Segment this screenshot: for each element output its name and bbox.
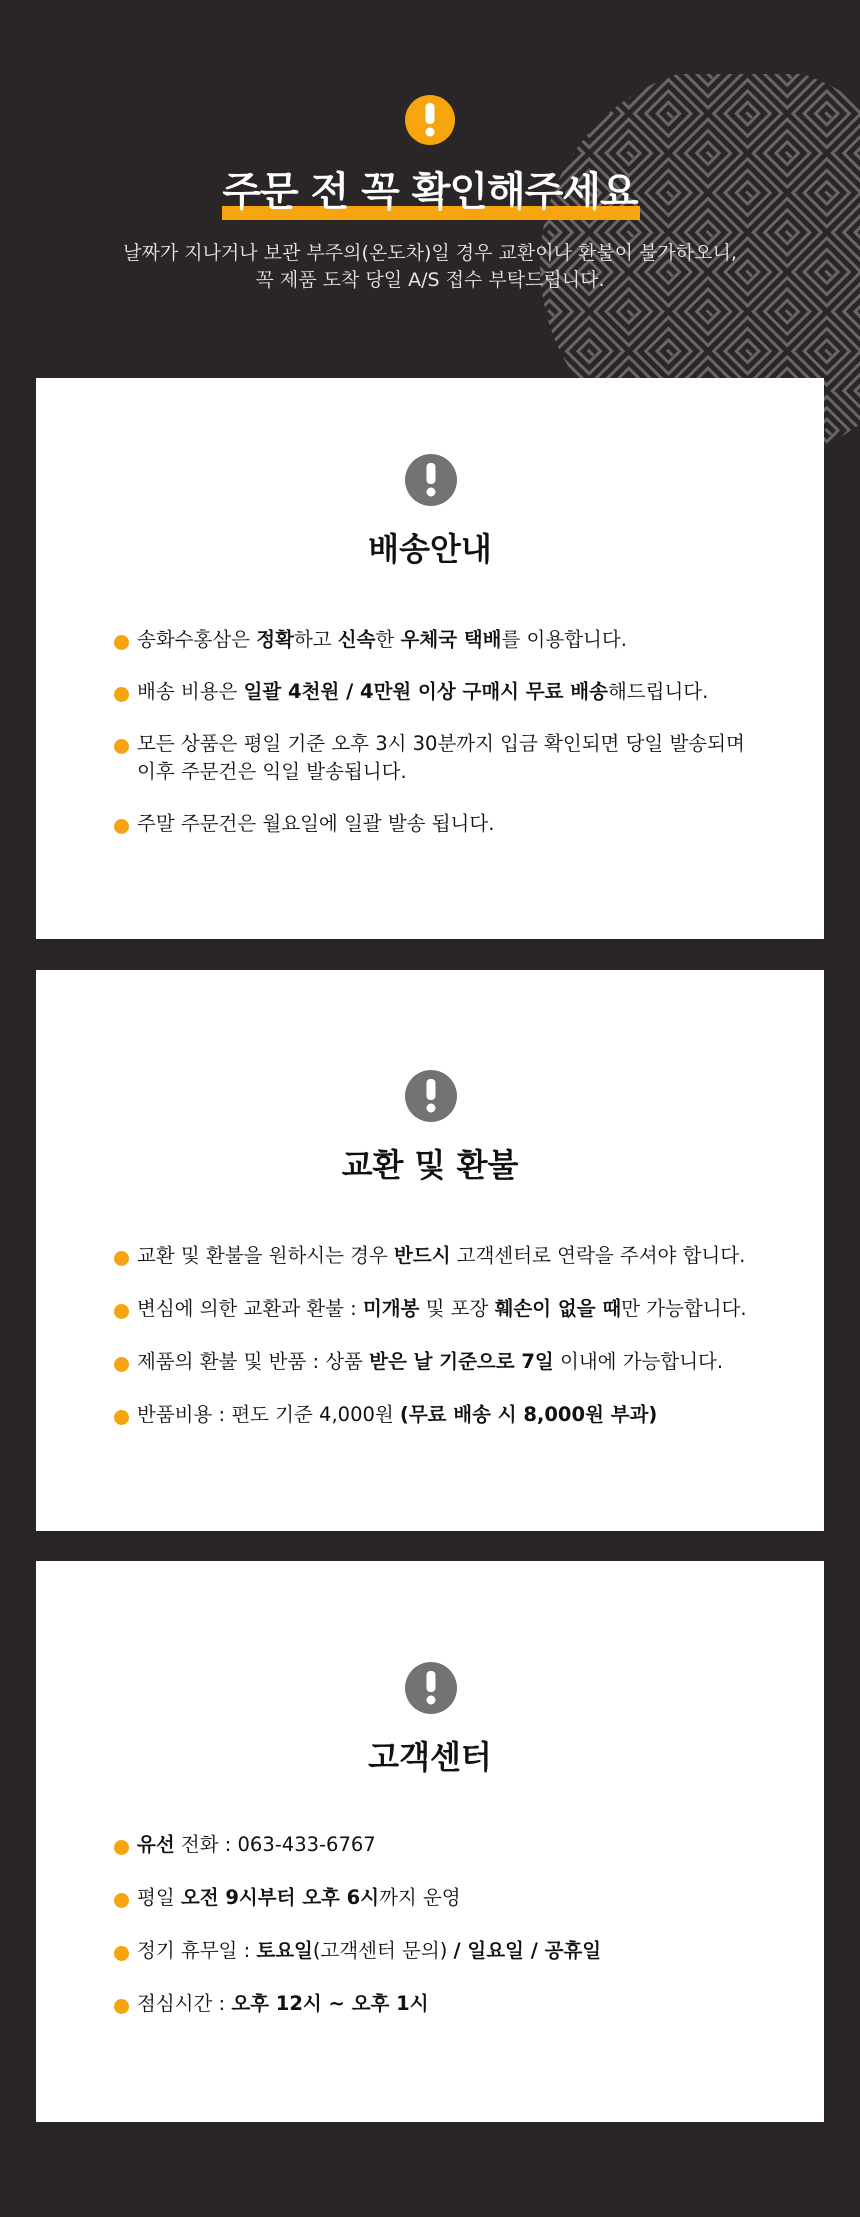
list-item: 송화수홍삼은 정확하고 신속한 우체국 택배를 이용합니다. xyxy=(114,626,745,654)
section-title: 교환 및 환불 xyxy=(341,1146,519,1184)
bullet-dot xyxy=(114,1999,129,2014)
bullet-dot xyxy=(114,819,129,834)
bullet-dot xyxy=(114,739,129,754)
list-item: 유선 전화 : 063-433-6767 xyxy=(114,1831,601,1859)
shipping-info-list xyxy=(114,626,745,838)
section-title: 고객센터 xyxy=(368,1738,492,1776)
bullet-dot xyxy=(114,1893,129,1908)
bullet-dot xyxy=(114,687,129,702)
notice-subtitle xyxy=(0,240,860,294)
list-item: 정기 휴무일 : 토요일(고객센터 문의) / 일요일 / 공휴일 xyxy=(114,1937,601,1965)
list-item: 주말 주문건은 월요일에 일괄 발송 됩니다. xyxy=(114,810,745,838)
list-item: 반품비용 : 편도 기준 4,000원 (무료 배송 시 8,000원 부과) xyxy=(114,1401,747,1429)
exclamation-icon xyxy=(405,454,457,506)
list-item: 점심시간 : 오후 12시 ~ 오후 1시 xyxy=(114,1990,601,2018)
subtitle-line: 날짜가 지나거나 보관 부주의(온도차)일 경우 교환이나 환불이 불가하오니, xyxy=(123,242,737,264)
bullet-dot xyxy=(114,635,129,650)
exclamation-icon xyxy=(405,95,455,145)
bullet-dot xyxy=(114,1410,129,1425)
exchange-refund-card xyxy=(36,970,824,1531)
refund-info-list xyxy=(114,1242,747,1429)
subtitle-line: 꼭 제품 도착 당일 A/S 접수 부탁드립니다. xyxy=(255,269,605,291)
section-title: 배송안내 xyxy=(368,530,492,568)
customer-center-list xyxy=(114,1831,601,2018)
shipping-info-card xyxy=(36,378,824,939)
list-item: 모든 상품은 평일 기준 오후 3시 30분까지 입금 확인되면 당일 발송되며 이후 주문건은 익일 발송됩니다. xyxy=(114,730,745,786)
page-title: 주문 전 꼭 확인해주세요 xyxy=(222,169,638,215)
bullet-dot xyxy=(114,1304,129,1319)
customer-center-card xyxy=(36,1561,824,2122)
list-item: 교환 및 환불을 원하시는 경우 반드시 고객센터로 연락을 주셔야 합니다. xyxy=(114,1242,747,1270)
list-item: 제품의 환불 및 반품 : 상품 받은 날 기준으로 7일 이내에 가능합니다. xyxy=(114,1348,747,1376)
list-item: 평일 오전 9시부터 오후 6시까지 운영 xyxy=(114,1884,601,1912)
bullet-dot xyxy=(114,1251,129,1266)
list-item: 변심에 의한 교환과 환불 : 미개봉 및 포장 훼손이 없을 때만 가능합니다. xyxy=(114,1295,747,1323)
bullet-dot xyxy=(114,1840,129,1855)
exclamation-icon xyxy=(405,1070,457,1122)
bullet-dot xyxy=(114,1946,129,1961)
notice-header xyxy=(0,0,860,370)
exclamation-icon xyxy=(405,1662,457,1714)
list-item: 배송 비용은 일괄 4천원 / 4만원 이상 구매시 무료 배송해드립니다. xyxy=(114,678,745,706)
bullet-dot xyxy=(114,1357,129,1372)
